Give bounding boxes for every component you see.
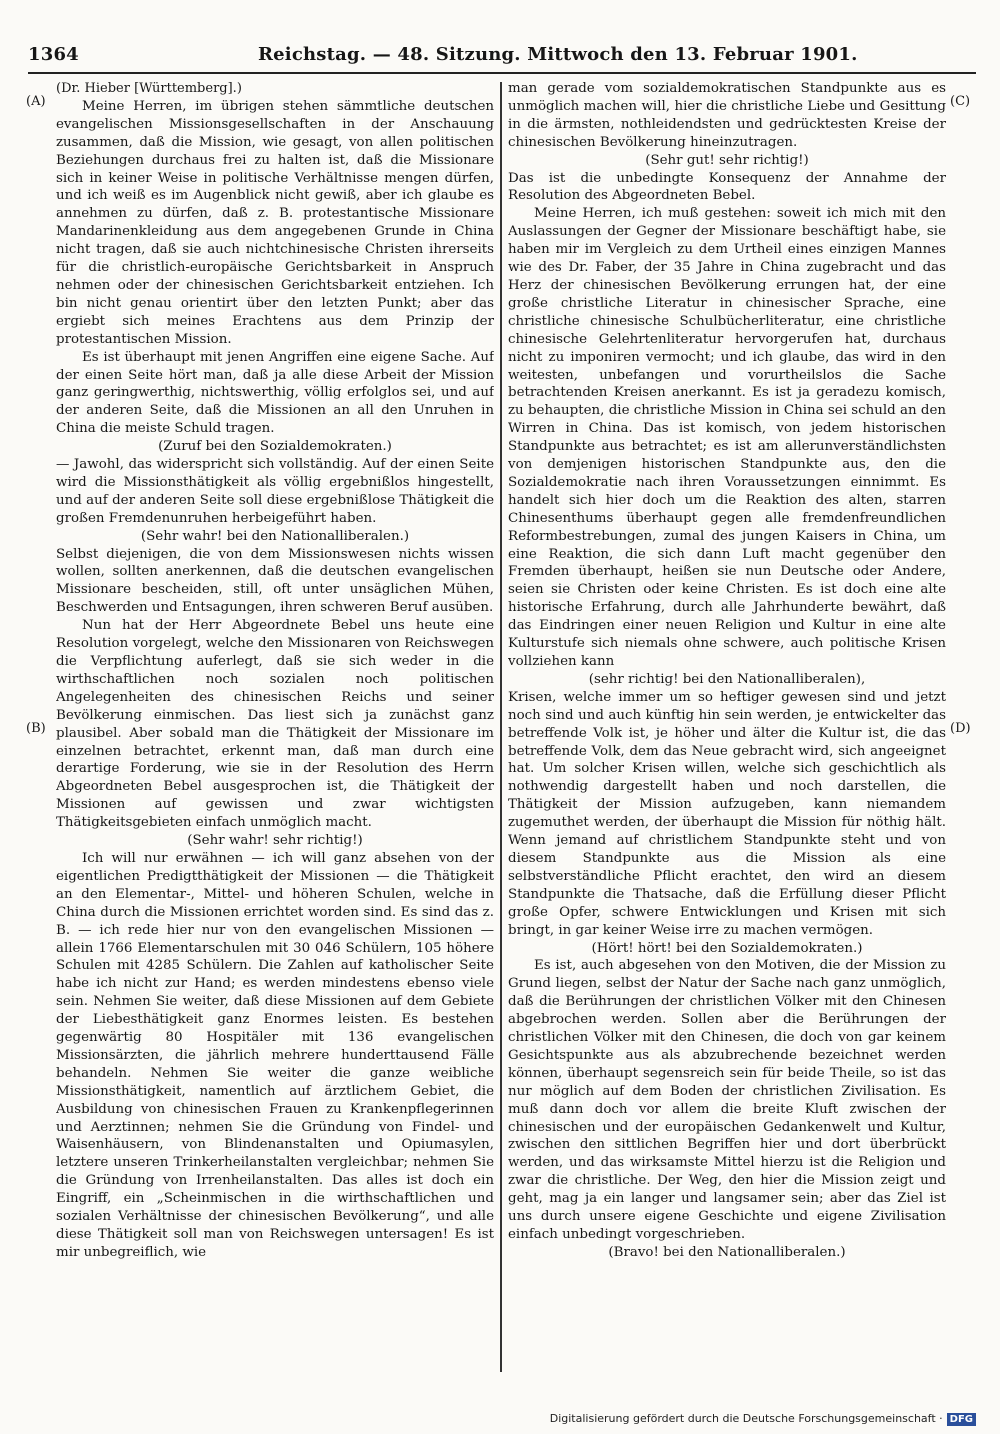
paragraph: Nun hat der Herr Abgeordnete Bebel uns heute eine Resolution vorgelegt, welche den Missionaren von Reichswegen die Verpflichtung auferlegt, daß sie sich weder in die wirthschaftlichen noch sozialen noch politischen Angelegenheiten des chinesischen Reichs und seiner Bevölkerung einmischen. Das liest sich ja zunächst ganz plausibel. Aber sobald man die Thätigkeit der Missionare im einzelnen betrachtet, erkennt man, daß man durch eine derartige Forderung, wie sie in der Resolution des Herrn Abgeordneten Bebel ausgesprochen ist, die Thätigkeit der Missionen auf gewissen und zwar wichtigsten Thätigkeitsgebieten einfach unmöglich macht. [56, 618, 494, 831]
margin-marker-c: (C) [950, 94, 971, 109]
margin-marker-b: (B) [26, 721, 46, 736]
footer-credit-text: Digitalisierung gefördert durch die Deutsche Forschungsgemeinschaft · [549, 1412, 943, 1425]
interjection: (Zuruf bei den Sozialdemokraten.) [158, 439, 392, 455]
page-number: 1364 [28, 44, 79, 65]
paragraph: Das ist die unbedingte Konsequenz der Annahme der Resolution des Abgeordneten Bebel. [508, 170, 946, 204]
dfg-logo: DFG [947, 1413, 976, 1426]
header-rule [28, 72, 976, 74]
interjection: (Hört! hört! bei den Sozialdemokraten.) [591, 940, 863, 956]
page-title: Reichstag. — 48. Sitzung. Mittwoch den 13. Februar 1901. [258, 44, 858, 65]
column-divider [500, 82, 502, 1372]
margin-marker-d: (D) [950, 721, 971, 736]
paragraph: — Jawohl, das widerspricht sich vollständig. Auf der einen Seite wird die Missionsthätigkeit als völlig ergebnißlos hingestellt, und auf der anderen Seite soll diese ergebnißlose Thätigkeit die großen Fremdenunruhen herbeigeführt haben. [56, 457, 494, 526]
page-header [28, 44, 976, 70]
paragraph: Selbst diejenigen, die von dem Missionswesen nichts wissen wollen, sollten anerkennen, daß die deutschen evangelischen Missionare bescheiden, still, oft unter unsäglichen Mühen, Beschwerden und Entsagungen, ihren schweren Beruf ausüben. [56, 546, 494, 616]
right-column [508, 80, 946, 1375]
margin-marker-a: (A) [26, 94, 46, 109]
paragraph: man gerade vom sozialdemokratischen Standpunkte aus es unmöglich machen will, hier die christliche Liebe und Gesittung in die ärmsten, nothleidendsten und gedrücktesten Kreise der chinesischen Bevölkerung hineinzutragen. [508, 81, 946, 150]
footer-credit [550, 1412, 976, 1426]
speaker-label: (Dr. Hieber [Württemberg].) [56, 81, 242, 96]
paragraph: Meine Herren, im übrigen stehen sämmtliche deutschen evangelischen Missionsgesellschaften in der Anschauung zusammen, daß die Mission, wie gesagt, von allen politischen Beziehungen durchaus frei zu halten ist, daß die Missionare sich in keiner Weise in politische Verhältnisse mengen dürfen, und ich weiß es im Augenblick nicht gewiß, aber ich glaube es annehmen zu dürfen, daß z. B. protestantische Missionare Mandarinenkleidung aus dem angegebenen Grunde in China nicht tragen, daß sie auch nichtchinesische Christen ihrerseits für die christlich-europäische Gerichtsbarkeit in Anspruch nehmen oder der chinesischen Gerichtsbarkeit entziehen. Ich bin nicht genau orientirt über den letzten Punkt; aber das ergiebt sich meines Erachtens aus dem Prinzip der protestantischen Mission. [56, 98, 494, 347]
paragraph: Es ist, auch abgesehen von den Motiven, die der Mission zu Grund liegen, selbst der Natur der Sache nach ganz unmöglich, daß die Berührungen der christlichen Völker mit den Chinesen abgebrochen werden. Sollen aber die Berührungen der christlichen Völker mit den Chinesen, die doch von gar keinem Gesichtspunkte aus als abzubrechende bezeichnet werden können, überhaupt segensreich sein für beide Theile, so ist das nur möglich auf dem Boden der christlichen Zivilisation. Es muß dann doch vor allem die breite Kluft zwischen der chinesischen und der europäischen Gedankenwelt und Kultur, zwischen den sittlichen Begriffen hier und dort überbrückt werden, und das wirksamste Mittel hierzu ist die Religion und zwar die christliche. Der Weg, den hier die Mission zeigt und geht, mag ja ein langer und langsamer sein; aber das Ziel ist uns durch unsere eigene Geschichte und eigene Zivilisation einfach unbedingt vorgeschrieben. [508, 958, 946, 1242]
interjection: (sehr richtig! bei den Nationalliberalen), [588, 671, 866, 687]
left-column [56, 80, 494, 1375]
paragraph: Es ist überhaupt mit jenen Angriffen eine eigene Sache. Auf der einen Seite hört man, daß ja alle diese Arbeit der Mission ganz geringwerthig, nichtswerthig, völlig erfolglos sei, und auf der anderen Seite, daß die Missionen an all den Unruhen in China die meiste Schuld tragen. [56, 349, 494, 437]
paragraph: Ich will nur erwähnen — ich will ganz absehen von der eigentlichen Predigtthätigkeit der Missionen — die Thätigkeit an den Elementar-, Mittel- und höheren Schulen, welche in China durch die Missionen errichtet worden sind. Es sind das z. B. — ich rede hier nur von den evangelischen Missionen — allein 1766 Elementarschulen mit 30 046 Schülern, 105 höhere Schulen mit 4285 Schülern. Die Zahlen auf katholischer Seite habe ich nicht zur Hand; es werden mindestens ebenso viele sein. Nehmen Sie weiter, daß diese Missionen auf dem Gebiete der Liebesthätigkeit ganz Enormes leisten. Es bestehen gegenwärtig 80 Hospitäler mit 136 evangelischen Missionsärzten, die jährlich mehrere hunderttausend Fälle behandeln. Nehmen Sie weiter die ganze weibliche Missionsthätigkeit, namentlich auf ärztlichem Gebiet, die Ausbildung von chinesischen Frauen zu Krankenpflegerinnen und Aerztinnen; nehmen Sie die Gründung von Findel- und Waisenhäusern, von Blindenanstalten und Opiumasylen, letztere unseren Trinkerheilanstalten vergleichbar; nehmen Sie die Gründung von Irrenheilanstalten. Das alles ist doch ein Eingriff, ein „Scheinmischen in die wirthschaftlichen und sozialen Verhältnisse der chinesischen Bevölkerung“, und alle diese Thätigkeit soll man von Reichswegen untersagen! Es ist mir unbegreiflich, wie [56, 850, 494, 1260]
paragraph: Krisen, welche immer um so heftiger gewesen sind und jetzt noch sind und auch künftig hin sein werden, je entwickelter das betreffende Volk ist, je höher und älter die Kultur ist, die das betreffende Volk, dem das Neue gebracht wird, sich angeeignet hat. Um solcher Krisen willen, welche sich geschichtlich als nothwendig dargestellt haben und noch darstellen, die Thätigkeit der Mission aufzugeben, kann niemandem zugemuthet werden, der überhaupt die Mission für nöthig hält. Wenn jemand auf christlichem Standpunkte steht und von diesem Standpunkte aus die Mission als eine selbstverständliche Pflicht erachtet, den wird an diesem Standpunkte die Thatsache, daß die Erfüllung dieser Pflicht große Opfer, schwere Entwicklungen und Krisen mit sich bringt, in gar keiner Weise irre zu machen vermögen. [508, 689, 946, 938]
interjection: (Bravo! bei den Nationalliberalen.) [608, 1244, 846, 1260]
interjection: (Sehr wahr! sehr richtig!) [187, 833, 363, 849]
interjection: (Sehr gut! sehr richtig!) [645, 152, 809, 168]
interjection: (Sehr wahr! bei den Nationalliberalen.) [140, 528, 410, 544]
paragraph: Meine Herren, ich muß gestehen: soweit ich mich mit den Auslassungen der Gegner der Missionare beschäftigt habe, sie haben mir im Vergleich zu dem Urtheil eines einzigen Mannes wie des Dr. Faber, der 35 Jahre in China zugebracht und das Herz der chinesischen Bevölkerung errungen hat, der eine große christliche Literatur in chinesischer Sprache, eine christliche chinesische Schulbücherliteratur, eine christliche chinesische Gelehrtenliteratur hervorgerufen hat, durchaus nicht zu imponiren vermocht; und ich glaube, das wird in den weitesten, unbefangen und vorurtheilslos die Sache betrachtenden Kreisen anerkannt. Es ist ja geradezu komisch, zu behaupten, die christliche Mission in China sei schuld an den Wirren in China. Das ist komisch, von jedem historischen Standpunkte aus betrachtet; es ist am allerunverständlichsten von demjenigen historischen Standpunkte aus, den die Sozialdemokratie nach ihren Voraussetzungen einnimmt. Es handelt sich hier doch um die Reaktion des alten, starren Chinesenthums überhaupt gegen alle fremdenfreundlichen Reformbestrebungen, zumal des jungen Kaisers in China, um eine Reaktion, die sich dann Luft macht gegenüber den Fremden überhaupt, heißen sie nun Deutsche oder Andere, seien sie Christen oder keine Christen. Es ist doch eine alte historische Erfahrung, durch alle Jahrhunderte bewährt, daß das Eindringen einer neuen Religion und Kultur in eine alte Kulturstufe sich niemals ohne schwere, auch politische Krisen vollziehen kann [508, 206, 946, 669]
